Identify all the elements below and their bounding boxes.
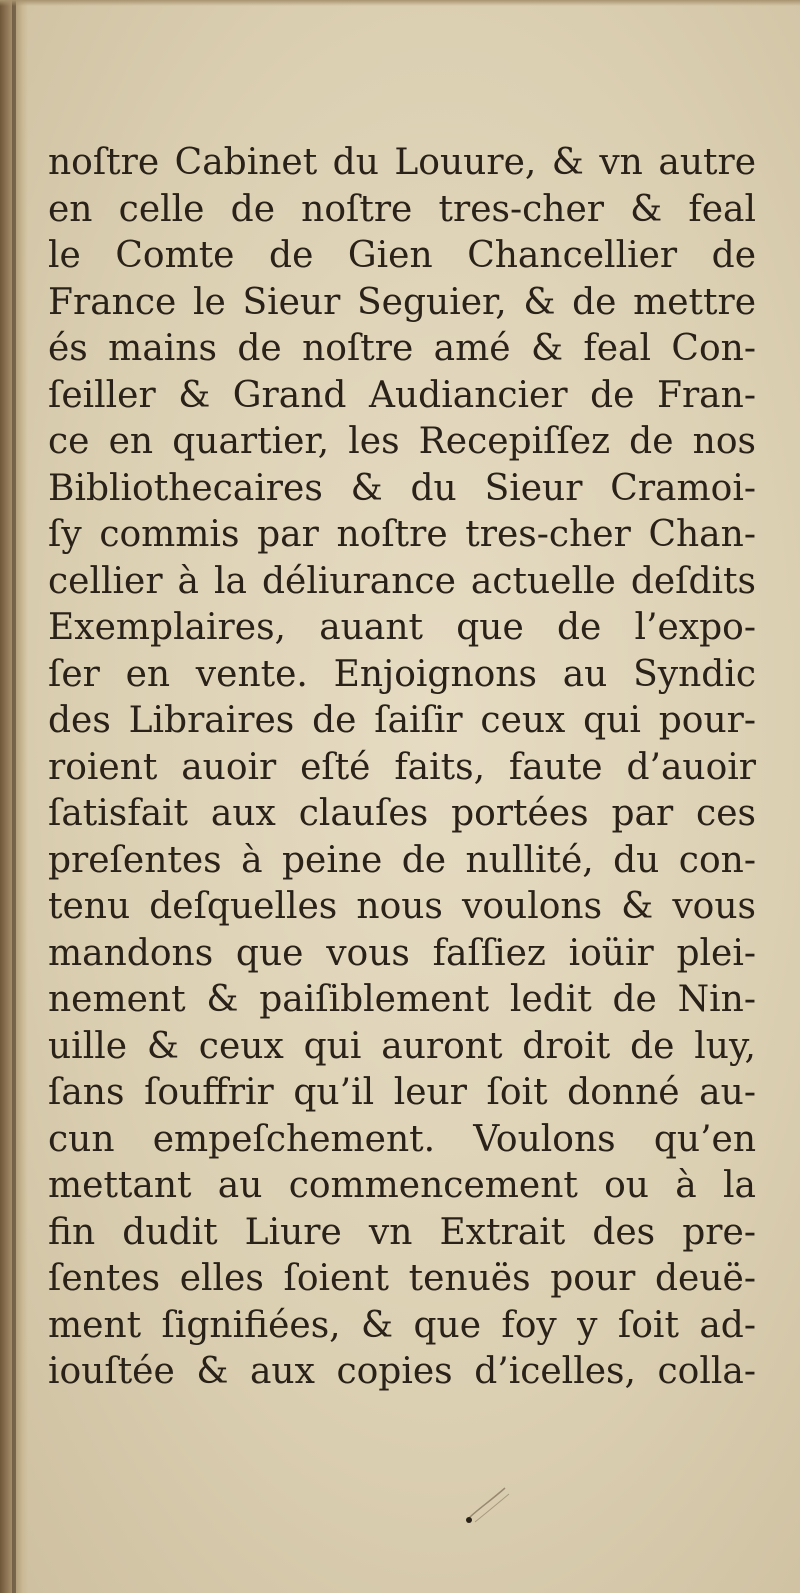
text-line: tenu deſquelles nous voulons & vous [48, 886, 756, 927]
body-text [48, 140, 756, 1396]
text-line: és mains de noſtre amé & feal Con- [48, 328, 756, 369]
text-line: cellier à la déliurance actuelle deſdits [48, 560, 756, 602]
text-line: France le Sieur Seguier, & de mettre [48, 281, 756, 323]
text-line: noſtre Cabinet du Louure, & vn autre [48, 142, 756, 183]
text-line: ſans ſouffrir qu’il leur ſoit donné au- [48, 1072, 756, 1113]
text-line: ſeiller & Grand Audiancier de Fran- [48, 374, 756, 416]
text-line: ſatisfait aux clauſes portées par ces [48, 793, 756, 834]
text-line: nement & paiſiblement ledit de Nin- [48, 979, 756, 1020]
binding-edge [12, 0, 16, 1593]
text-line: fin dudit Liure vn Extrait des pre- [48, 1211, 756, 1253]
ink-mark-icon [455, 1480, 515, 1530]
text-line: roient auoir eſté faits, faute d’auoir [48, 746, 756, 788]
text-line: Exemplaires, auant que de l’expo- [48, 607, 756, 648]
text-line: Bibliothecaires & du Sieur Cramoi- [48, 467, 756, 509]
text-line: en celle de noſtre tres-cher & feal [48, 188, 756, 230]
text-line: des Libraires de ſaiſir ceux qui pour- [48, 700, 756, 741]
text-line: iouſtée & aux copies d’icelles, colla- [48, 1351, 756, 1392]
text-line: mandons que vous faſſiez ioüir plei- [48, 932, 756, 974]
text-line: ce en quartier, les Recepiſſez de nos [48, 421, 756, 462]
text-line: ſer en vente. Enjoignons au Syndic [48, 653, 756, 695]
text-line: uille & ceux qui auront droit de luy, [48, 1025, 756, 1067]
page-top-edge [0, 0, 800, 6]
text-line: preſentes à peine de nullité, du con- [48, 839, 756, 881]
text-line: cun empeſchement. Voulons qu’en [48, 1118, 756, 1160]
text-line: ſentes elles ſoient tenuës pour deuë- [48, 1258, 756, 1299]
text-line: le Comte de Gien Chancellier de [48, 235, 756, 276]
text-line: mettant au commencement ou à la [48, 1165, 756, 1206]
text-line: ment ſignifiées, & que foy y ſoit ad- [48, 1304, 756, 1346]
text-line: ſy commis par noſtre tres-cher Chan- [48, 514, 756, 555]
